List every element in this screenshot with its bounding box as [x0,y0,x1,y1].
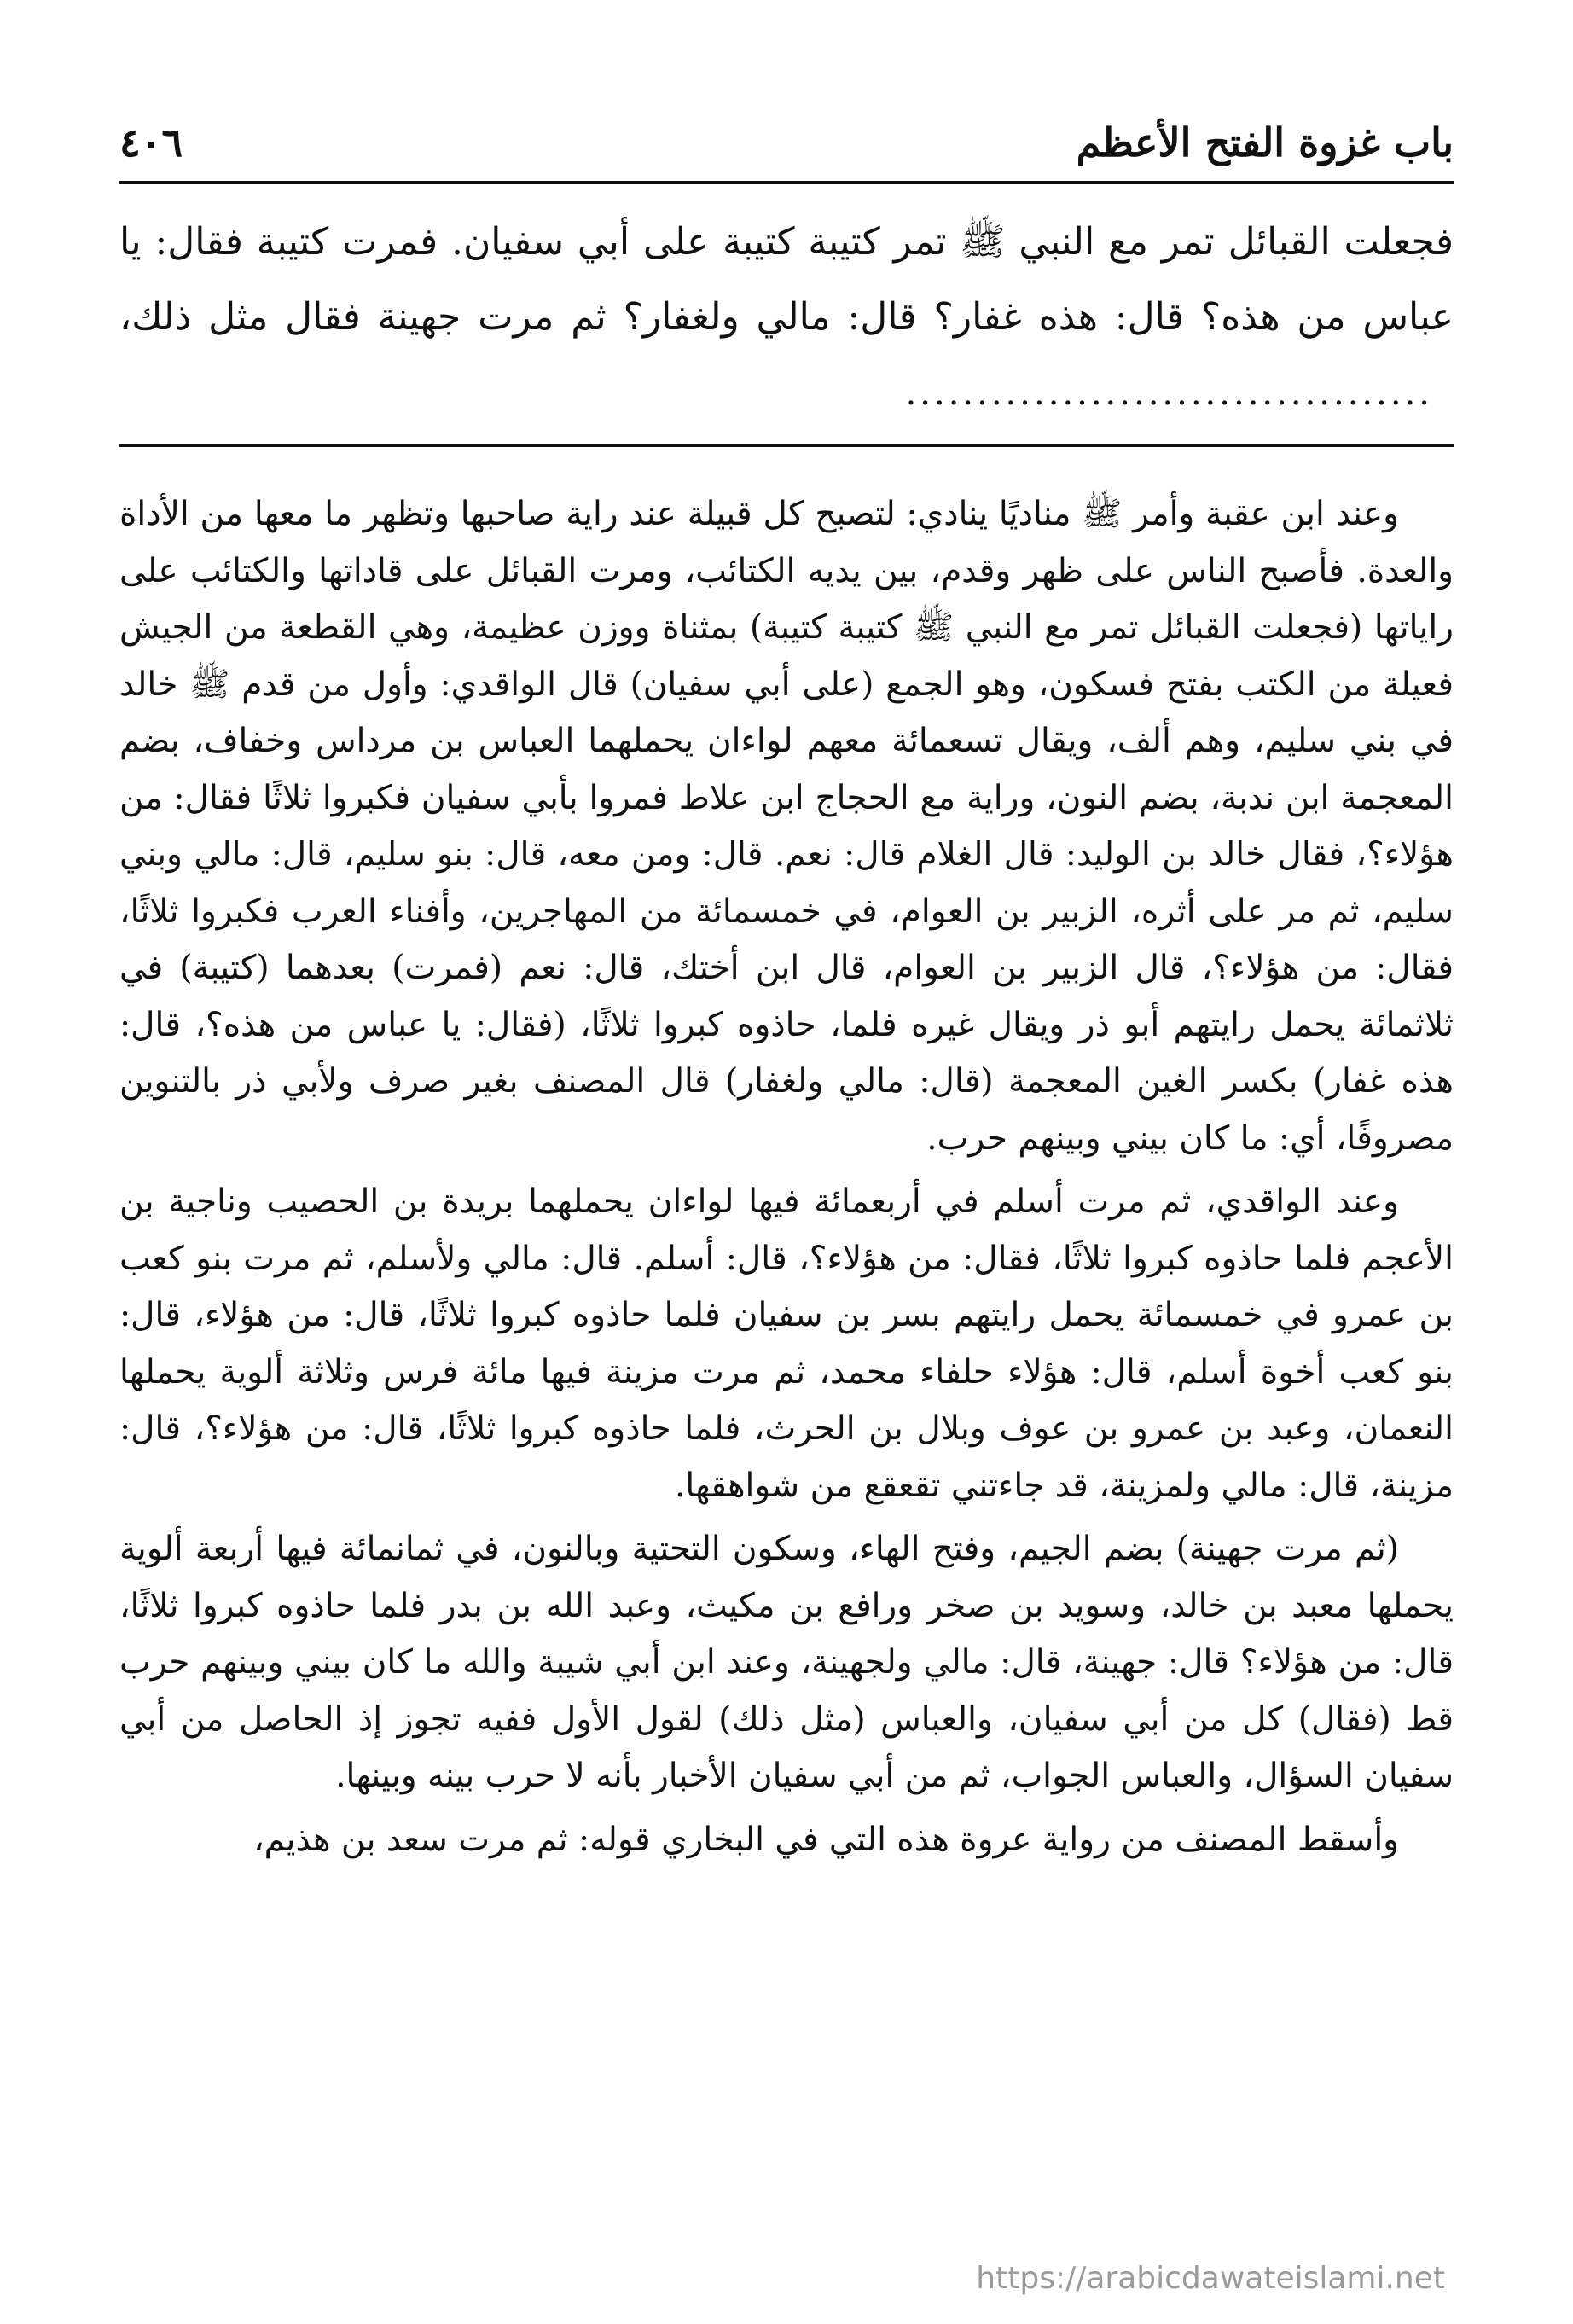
chapter-title: باب غزوة الفتح الأعظم [1076,119,1454,166]
commentary [119,486,1454,2170]
commentary-paragraph: وأسقط المصنف من رواية عروة هذه التي في البخاري قوله: ثم مرت سعد بن هذيم، [253,1820,1399,1859]
header-rule [119,181,1454,184]
main-text-body: فجعلت القبائل تمر مع النبي ﷺ تمر كتيبة كتيبة على أبي سفيان. فمرت كتيبة فقال: يا عباس من هذه؟ قال: هذه غفار؟ قال: مالي ولغفار؟ ثم مرت جهينة فقال مثل ذلك، [119,220,1454,339]
watermark-url: https://arabicdawateislami.net [976,2261,1445,2296]
page-number: ٤٠٦ [119,119,183,166]
commentary-divider [119,444,1454,447]
commentary-paragraph: وعند الواقدي، ثم مرت أسلم في أربعمائة فيها لواءان يحملهما بريدة بن الحصيب وناجية بن الأعجم فلما حاذوه كبروا ثلاثًا، فقال: من هؤلاء؟، قال: أسلم. قال: مالي ولأسلم، ثم مرت بنو كعب بن عمرو في خمسمائة يحمل رايتهم بسر بن سفيان فلما حاذوه كبروا ثلاثًا، قال: من هؤلاء، قال: بنو كعب أخوة أسلم، قال: هؤلاء حلفاء محمد، ثم مرت مزينة فيها مائة فرس وثلاثة ألوية يحملها النعمان، وعبد بن عمرو بن عوف وبلال بن الحرث، فلما حاذوه كبروا ثلاثًا، قال: من هؤلاء؟، قال: مزينة، قال: مالي ولمزينة، قد جاءتني تقعقع من شواهقها. [119,1182,1454,1505]
main-text [119,205,1454,431]
commentary-paragraph: وعند ابن عقبة وأمر ﷺ مناديًا ينادي: لتصبح كل قبيلة عند راية صاحبها وتظهر ما معها من الأداة والعدة. فأصبح الناس على ظهر وقدم، بين يديه الكتائب، ومرت القبائل على قاداتها والكتائب على راياتها (فجعلت القبائل تمر مع النبي ﷺ كتيبة كتيبة) بمثناة ووزن عظيمة، وهي القطعة من الجيش فعيلة من الكتب بفتح فسكون، وهو الجمع (على أبي سفيان) قال الواقدي: وأول من قدم ﷺ خالد في بني سليم، وهم ألف، ويقال تسعمائة معهم لواءان يحملهما العباس بن مرداس وخفاف، بضم المعجمة ابن ندبة، بضم النون، وراية مع الحجاج ابن علاط فمروا بأبي سفيان فكبروا ثلاثًا فقال: من هؤلاء؟، فقال خالد بن الوليد: قال الغلام قال: نعم. قال: ومن معه، قال: بنو سليم، قال: مالي وبني سليم، ثم مر على أثره، الزبير بن العوام، في خمسمائة من المهاجرين، وأفناء العرب فكبروا ثلاثًا، فقال: من هؤلاء؟، قال الزبير بن العوام، قال ابن أختك، قال: نعم (فمرت) بعدهما (كتيبة) في ثلاثمائة يحمل رايتهم أبو ذر ويقال غيره فلما، حاذوه كبروا ثلاثًا، (فقال: يا عباس من هذه؟، قال: هذه غفار) بكسر الغين المعجمة (قال: مالي ولغفار) قال المصنف بغير صرف ولأبي ذر بالتنوين مصروفًا، أي: ما كان بيني وبينهم حرب. [119,495,1454,1158]
main-text-dots: ..................................... [905,374,1433,413]
page-header [119,94,1454,166]
commentary-paragraph: (ثم مرت جهينة) بضم الجيم، وفتح الهاء، وسكون التحتية وبالنون، في ثمانمائة فيها أربعة ألوية يحملها معبد بن خالد، وسويد بن صخر ورافع بن مكيث، وعبد الله بن بدر فلما حاذوه كبروا ثلاثًا، قال: من هؤلاء؟ قال: جهينة، قال: مالي ولجهينة، وعند ابن أبي شيبة والله ما كان بيني وبينهم حرب قط (فقال) كل من أبي سفيان، والعباس (مثل ذلك) لقول الأول ففيه تجوز إذ الحاصل من أبي سفيان السؤال، والعباس الجواب، ثم من أبي سفيان الأخبار بأنه لا حرب بينه وبينها. [119,1530,1454,1795]
